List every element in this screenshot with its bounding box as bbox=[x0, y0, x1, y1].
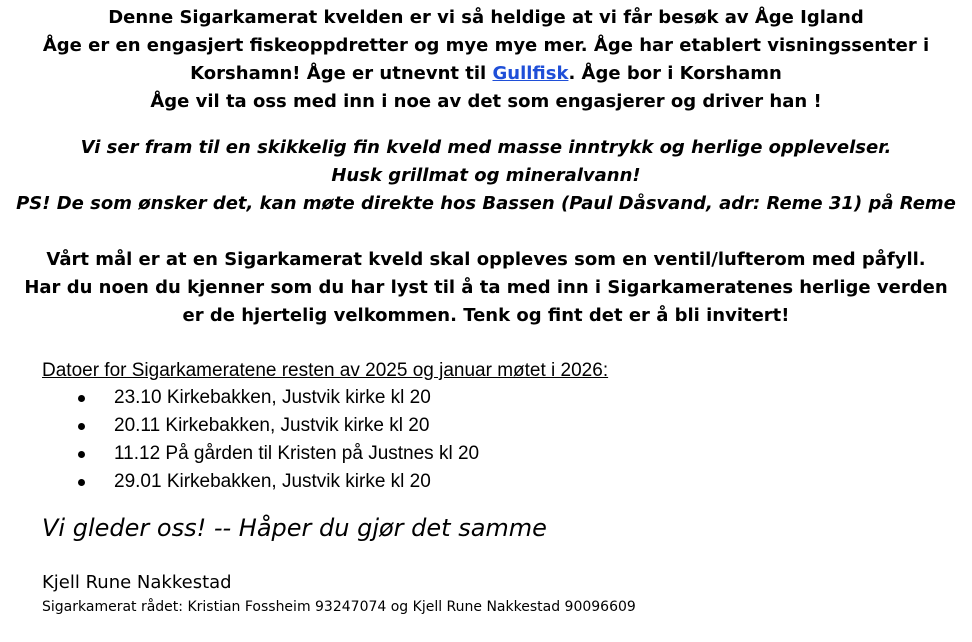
list-item bbox=[42, 412, 608, 440]
invite-line: Vi ser fram til en skikkelig fin kveld med masse inntrykk og herlige opplevelser. bbox=[80, 137, 892, 158]
intro-line: Denne Sigarkamerat kvelden er vi så heldige at vi får besøk av Åge Igland bbox=[108, 7, 864, 28]
goal-line: Vårt mål er at en Sigarkamerat kveld skal oppleves som en ventil/lufterom med påfyll. bbox=[46, 249, 926, 270]
dates-list bbox=[42, 384, 608, 496]
closing-line: Vi gleder oss! -- Håper du gjør det samme bbox=[42, 514, 547, 542]
intro-text: Korshamn! Åge er utnevnt til bbox=[190, 63, 493, 84]
intro-line: Åge er en engasjert fiskeoppdretter og mye mye mer. Åge har etablert visningssenter i bbox=[42, 35, 930, 56]
bullet-icon bbox=[78, 395, 85, 402]
dates-heading: Datoer for Sigarkameratene resten av 2025 og januar møtet i 2026: bbox=[42, 360, 609, 381]
bullet-icon bbox=[78, 423, 85, 430]
invite-paragraph bbox=[0, 134, 972, 218]
intro-line: Åge vil ta oss med inn i noe av det som engasjerer og driver han ! bbox=[150, 91, 822, 112]
date-text: 11.12 På gården til Kristen på Justnes kl 20 bbox=[114, 443, 480, 464]
list-item bbox=[42, 440, 608, 468]
invite-line: Husk grillmat og mineralvann! bbox=[331, 165, 641, 186]
invite-line: PS! De som ønsker det, kan møte direkte hos Bassen (Paul Dåsvand, adr: Reme 31) på Reme bbox=[16, 193, 956, 214]
date-text: 23.10 Kirkebakken, Justvik kirke kl 20 bbox=[114, 387, 431, 408]
dates-section bbox=[42, 358, 608, 496]
goal-paragraph bbox=[0, 246, 972, 330]
goal-line: Har du noen du kjenner som du har lyst til å ta med inn i Sigarkameratenes herlige verden bbox=[24, 277, 948, 298]
list-item bbox=[42, 468, 608, 496]
intro-paragraph bbox=[0, 4, 972, 116]
date-text: 29.01 Kirkebakken, Justvik kirke kl 20 bbox=[114, 471, 431, 492]
signature-council: Sigarkamerat rådet: Kristian Fossheim 93247074 og Kjell Rune Nakkestad 90096609 bbox=[42, 599, 636, 615]
goal-line: er de hjertelig velkommen. Tenk og fint det er å bli invitert! bbox=[182, 305, 790, 326]
intro-text: . Åge bor i Korshamn bbox=[568, 63, 782, 84]
bullet-icon bbox=[78, 451, 85, 458]
signature-name: Kjell Rune Nakkestad bbox=[42, 572, 232, 593]
bullet-icon bbox=[78, 479, 85, 486]
date-text: 20.11 Kirkebakken, Justvik kirke kl 20 bbox=[114, 415, 430, 436]
intro-line bbox=[0, 60, 972, 88]
gullfisk-link[interactable]: Gullfisk bbox=[492, 63, 569, 84]
list-item bbox=[42, 384, 608, 412]
